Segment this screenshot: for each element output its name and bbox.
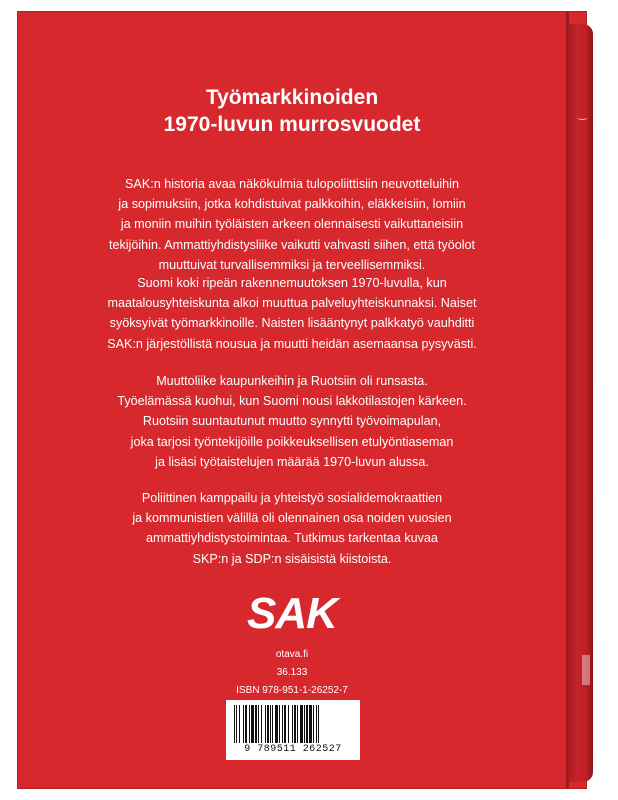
- blurb-line: SKP:n ja SDP:n sisäisistä kiistoista.: [192, 551, 392, 566]
- barcode-bar: [318, 705, 319, 743]
- barcode-number: 9 789511 262527: [244, 744, 342, 755]
- blurb-line: ja moniin muihin työläisten arkeen olennaisesti vaikuttaneisiin: [120, 217, 464, 232]
- barcode-bar: [292, 705, 293, 743]
- barcode-bar: [316, 705, 317, 743]
- title-line-1: Työmarkkinoiden: [205, 86, 379, 109]
- barcode-bar: [251, 705, 254, 743]
- barcode-bar: [309, 705, 312, 743]
- blurb-line: Poliittinen kamppailu ja yhteistyö sosialidemokraattien: [141, 491, 443, 505]
- blurb-paragraph-1: [60, 174, 524, 275]
- barcode: [226, 700, 360, 760]
- barcode-bar: [275, 705, 278, 743]
- barcode-bar: [279, 705, 280, 743]
- blurb-line: ja sopimuksiin, jotka kohdistuivat palkkoihin, eläkkeisiin, lomiin: [118, 197, 466, 212]
- blurb-paragraph-4: [60, 488, 524, 569]
- blurb-line: tekijöihin. Ammattiyhdistysliike vaikutti vahvasti siihen, että työolot: [108, 237, 476, 252]
- barcode-bar: [265, 705, 266, 743]
- blurb-line: Suomi koki ripeän rakennemuutoksen 1970-luvulla, kun: [137, 276, 447, 290]
- blurb-line: SAK:n historia avaa näkökulmia tulopoliittisiin neuvotteluihin: [125, 177, 459, 191]
- publisher-website: otava.fi: [275, 649, 309, 660]
- barcode-bar: [284, 705, 286, 743]
- blurb-line: maatalousyhteiskunta alkoi muuttua palveluyhteiskunnaksi. Naiset: [107, 296, 477, 311]
- spine-lettering-fragment: [582, 655, 590, 685]
- barcode-bar: [267, 705, 269, 743]
- barcode-bar: [255, 705, 257, 743]
- spine-mark: ‿: [578, 108, 587, 120]
- title-line-2: 1970-luvun murrosvuodet: [163, 113, 421, 136]
- barcode-bar: [306, 705, 308, 743]
- barcode-bar: [313, 705, 314, 743]
- barcode-bar: [239, 705, 240, 743]
- barcode-bar: [282, 705, 283, 743]
- blurb-paragraph-3: [60, 371, 524, 472]
- blurb-line: joka tarjosi työntekijöille poikkeuksellisen etulyöntiaseman: [130, 434, 454, 449]
- barcode-bar: [236, 705, 237, 743]
- barcode-bar: [234, 705, 235, 743]
- blurb-line: SAK:n järjestöllistä nousua ja muutti heidän asemaansa pysyvästi.: [107, 336, 477, 351]
- barcode-bar: [304, 705, 305, 743]
- barcode-bar: [249, 705, 250, 743]
- class-number: 36.133: [276, 667, 308, 678]
- blurb-line: muuttuivat turvallisemmiksi ja terveellisemmiksi.: [158, 257, 426, 272]
- barcode-bar: [270, 705, 271, 743]
- book-title: [18, 84, 566, 138]
- blurb-line: ja lisäsi työtaistelujen määrää 1970-luvun alussa.: [155, 454, 429, 469]
- sak-logo: SAK: [247, 589, 337, 638]
- barcode-bar: [243, 705, 244, 743]
- blurb-line: syöksyivät työmarkkinoille. Naisten lisääntynyt palkkatyö vauhditti: [109, 316, 475, 331]
- barcode-bar: [261, 705, 262, 743]
- blurb-line: Muuttoliike kaupunkeihin ja Ruotsiin oli runsasta.: [156, 374, 428, 388]
- blurb-line: Työelämässä kuohui, kun Suomi nousi lakkotilastojen kärkeen.: [117, 394, 467, 409]
- barcode-bar: [294, 705, 296, 743]
- barcode-bar: [288, 705, 289, 743]
- blurb-line: ja kommunistien välillä oli olennainen osa noiden vuosien: [132, 511, 452, 526]
- blurb-line: ammattiyhdistystoimintaa. Tutkimus tarkentaa kuvaa: [146, 531, 438, 546]
- blurb-line: Ruotsiin suuntautunut muutto synnytti työvoimapulan,: [142, 414, 442, 429]
- barcode-bar: [258, 705, 259, 743]
- isbn: ISBN 978-951-1-26252-7: [236, 685, 348, 696]
- barcode-bar: [297, 705, 298, 743]
- barcode-bar: [272, 705, 273, 743]
- barcode-bar: [300, 705, 303, 743]
- barcode-bar: [245, 705, 247, 743]
- blurb-paragraph-2: [60, 273, 524, 354]
- barcode-bars: [232, 705, 354, 743]
